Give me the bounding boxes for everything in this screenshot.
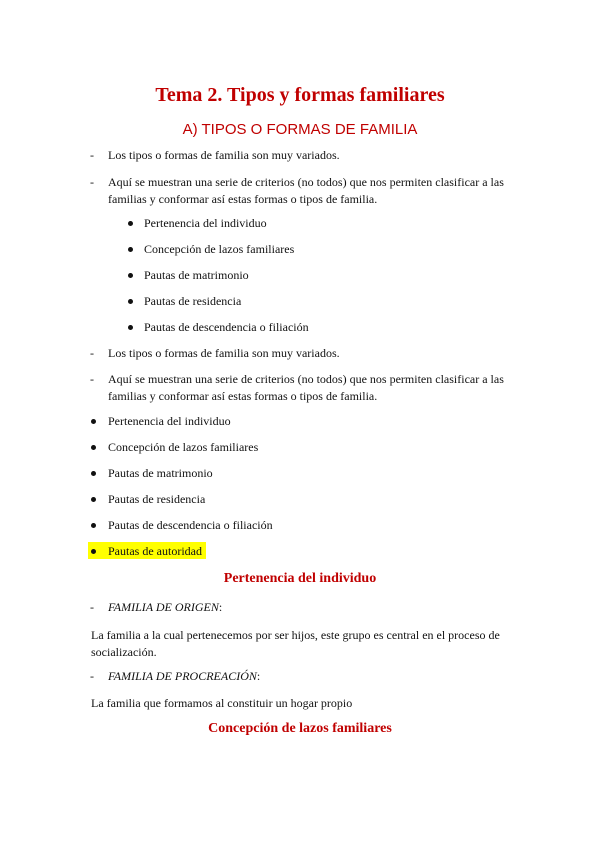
familia-procreacion-text: La familia que formamos al constituir un hogar propio — [91, 696, 353, 710]
bullet-icon — [128, 273, 133, 278]
dash-marker: - — [90, 148, 94, 162]
dash-item-criteria-line2: familias y conformar así estas formas o tipos de familia. — [108, 389, 378, 403]
section-heading-pertenencia: Pertenencia del individuo — [223, 571, 377, 586]
dash-marker: - — [90, 669, 94, 683]
section-subtitle: A) TIPOS O FORMAS DE FAMILIA — [182, 121, 418, 138]
familia-procreacion-label: FAMILIA DE PROCREACIÓN — [108, 669, 257, 683]
bullet-icon — [91, 523, 96, 528]
familia-origen-label: FAMILIA DE ORIGEN — [108, 600, 219, 614]
criteria-item: Pautas de matrimonio — [144, 268, 249, 282]
dash-item-criteria-line2: familias y conformar así estas formas o tipos de familia. — [108, 192, 378, 206]
dash-marker: - — [90, 346, 94, 360]
criteria-item-highlighted: Pautas de autoridad — [108, 544, 202, 558]
criteria-item: Pautas de descendencia o filiación — [144, 320, 309, 334]
bullet-icon — [91, 549, 96, 554]
criteria-item: Concepción de lazos familiares — [108, 440, 259, 454]
familia-procreacion-heading — [108, 668, 260, 685]
dash-item-variety: Los tipos o formas de familia son muy variados. — [108, 346, 340, 360]
familia-origen-text-line2: socialización. — [91, 645, 157, 659]
dash-marker: - — [90, 175, 94, 189]
familia-origen-text-line1: La familia a la cual pertenecemos por ser hijos, este grupo es central en el proceso de — [91, 628, 500, 642]
criteria-item: Pautas de matrimonio — [108, 466, 213, 480]
dash-item-criteria-line1: Aquí se muestran una serie de criterios (no todos) que nos permiten clasificar a las — [108, 175, 504, 189]
bullet-icon — [128, 221, 133, 226]
bullet-icon — [128, 325, 133, 330]
familia-origen-colon: : — [218, 600, 223, 614]
bullet-icon — [128, 299, 133, 304]
criteria-item: Pertenencia del individuo — [108, 414, 231, 428]
criteria-item: Pautas de residencia — [108, 492, 206, 506]
bullet-icon — [91, 419, 96, 424]
section-heading-concepcion: Concepción de lazos familiares — [208, 721, 392, 736]
bullet-icon — [91, 497, 96, 502]
criteria-item: Pertenencia del individuo — [144, 216, 267, 230]
dash-item-criteria-line1: Aquí se muestran una serie de criterios (no todos) que nos permiten clasificar a las — [108, 372, 504, 386]
bullet-icon — [91, 445, 96, 450]
bullet-icon — [128, 247, 133, 252]
dash-marker: - — [90, 600, 94, 614]
dash-item-variety: Los tipos o formas de familia son muy variados. — [108, 148, 340, 162]
familia-procreacion-colon: : — [256, 669, 261, 683]
bullet-icon — [91, 471, 96, 476]
criteria-item: Pautas de descendencia o filiación — [108, 518, 273, 532]
page-title: Tema 2. Tipos y formas familiares — [155, 84, 445, 106]
dash-marker: - — [90, 372, 94, 386]
criteria-item: Pautas de residencia — [144, 294, 242, 308]
familia-origen-heading — [108, 599, 222, 616]
criteria-item: Concepción de lazos familiares — [144, 242, 295, 256]
